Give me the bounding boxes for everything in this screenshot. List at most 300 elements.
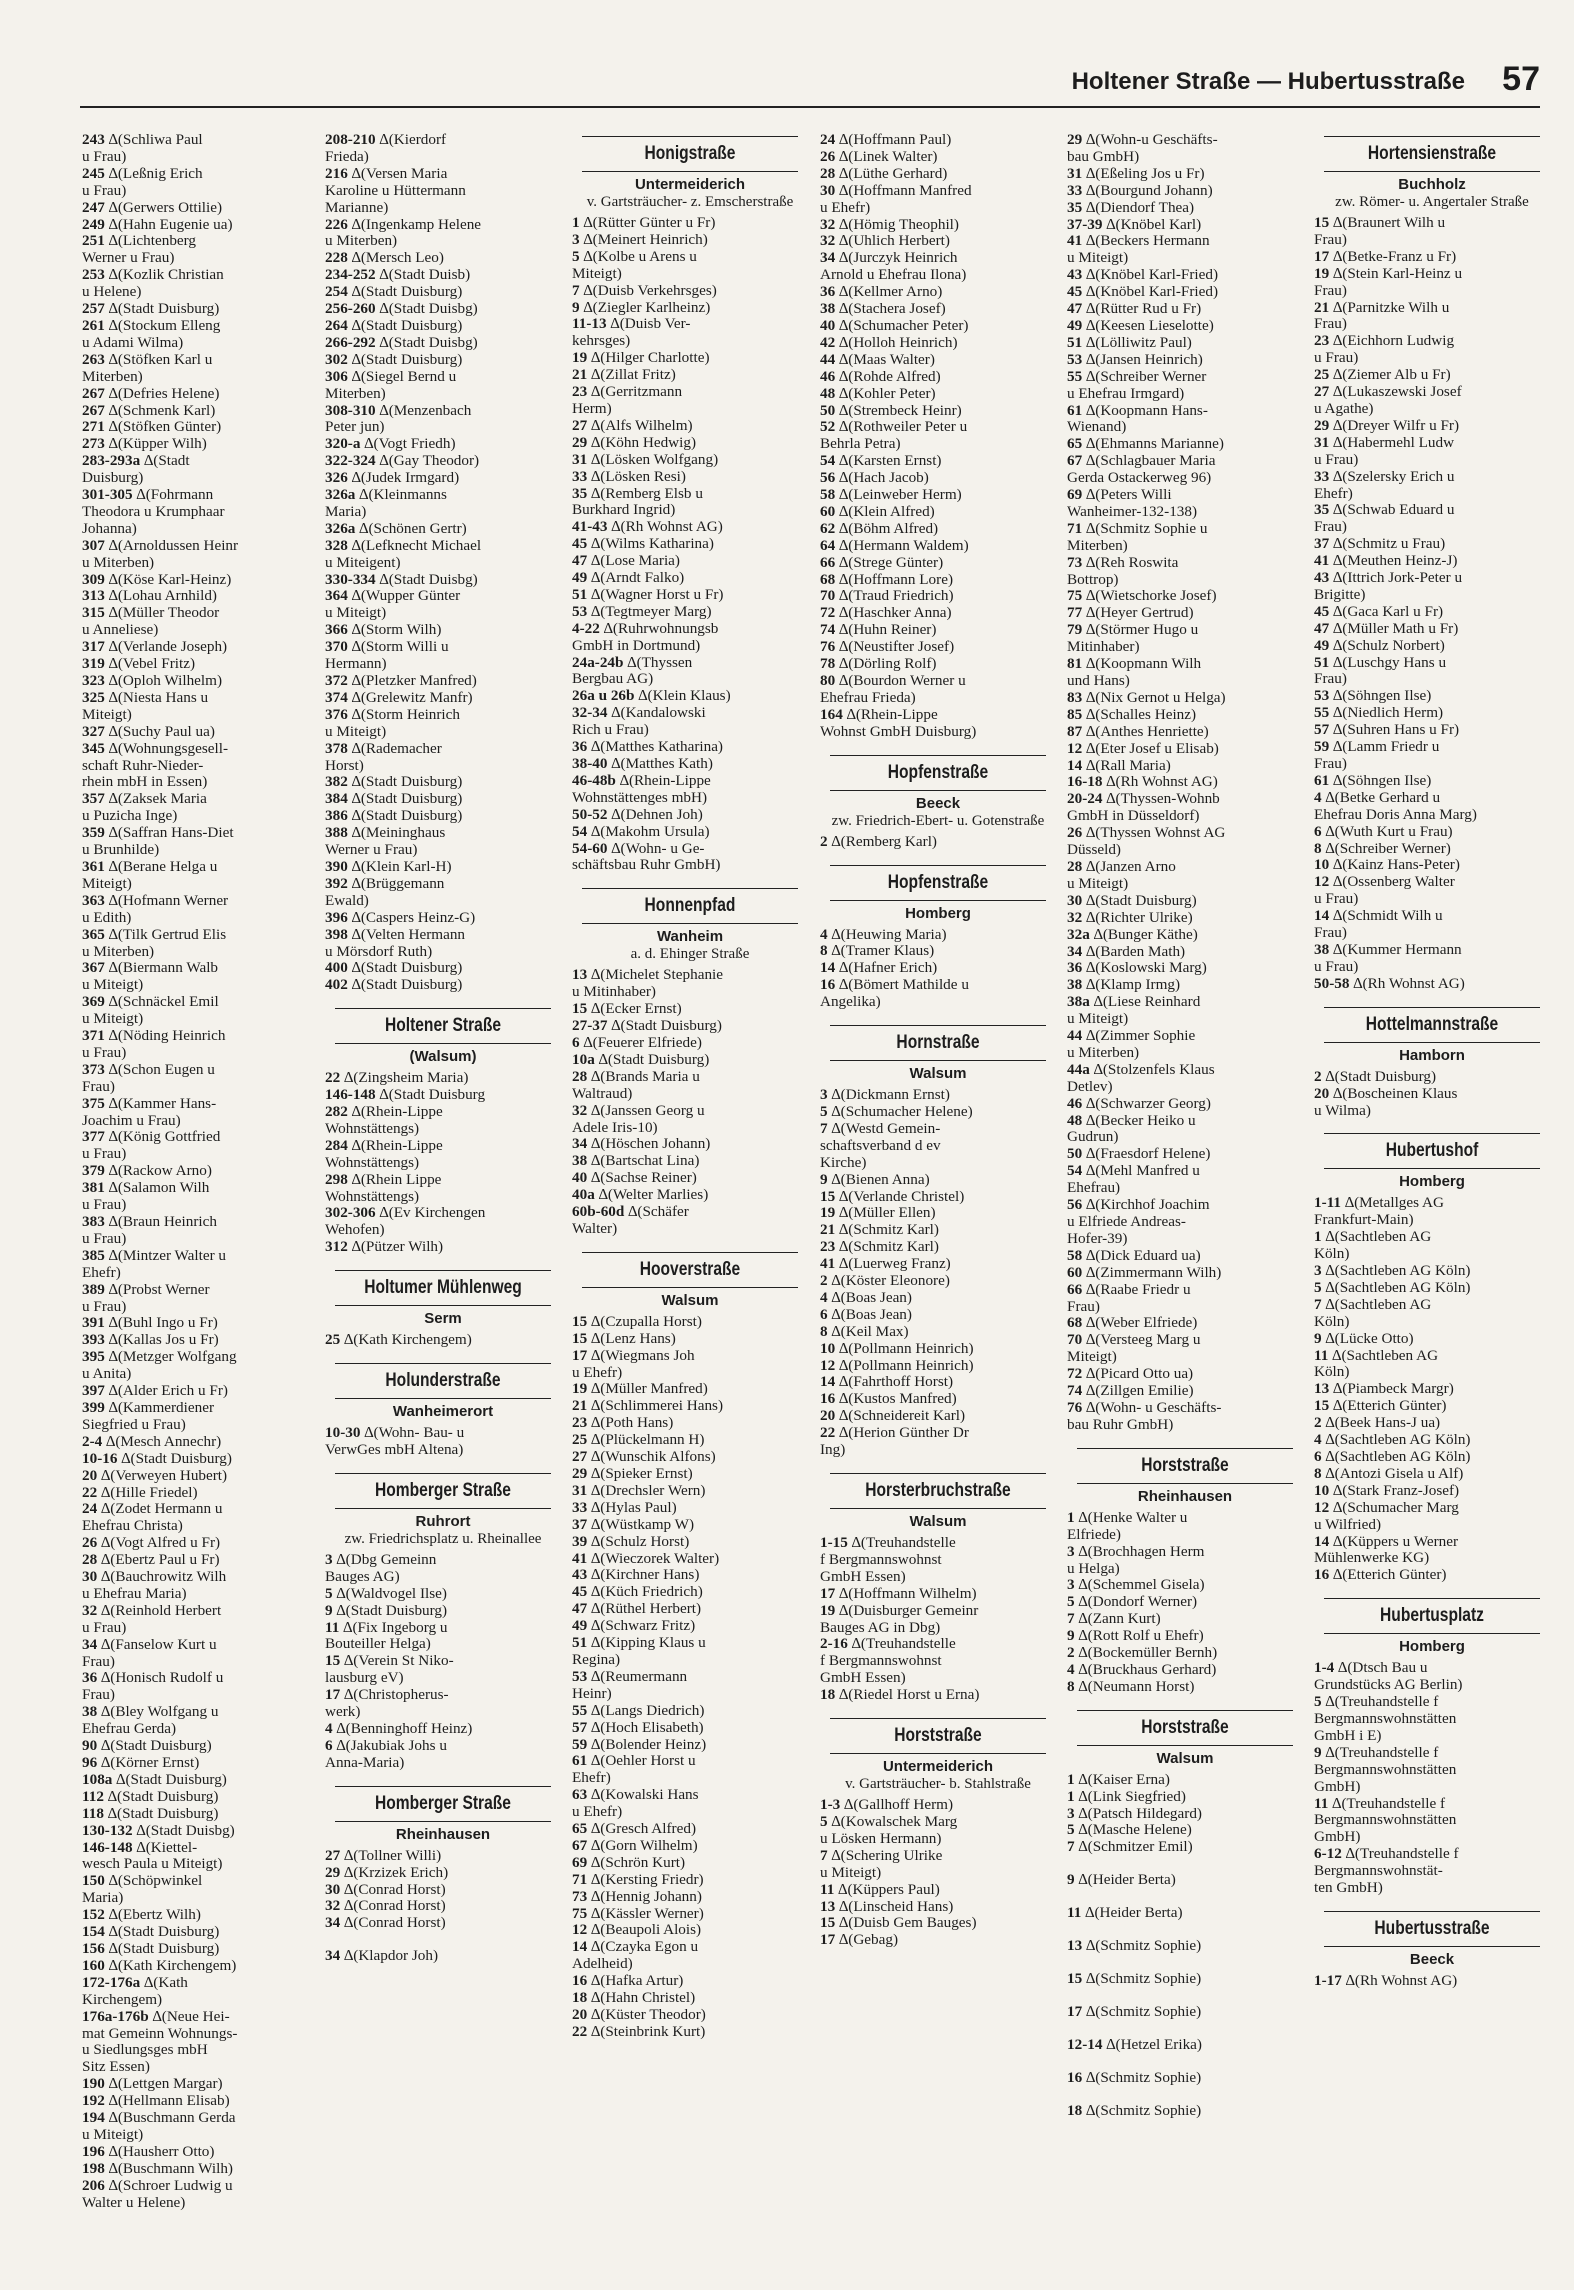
house-number: 385 xyxy=(82,1247,105,1264)
entry-line: u Miteigt) xyxy=(325,723,387,740)
entry-line: Frau) xyxy=(82,1653,115,1670)
house-number: 386 xyxy=(325,808,348,825)
entry-line: 16 ∆(Hafka Artur) xyxy=(572,1973,684,1990)
entry-line: Gerda Ostackerweg 96) xyxy=(1067,470,1212,487)
entry-line: 19 ∆(Müller Ellen) xyxy=(820,1205,936,1222)
street-name: Honigstraße xyxy=(644,143,736,164)
house-number: 73 xyxy=(572,1888,588,1905)
house-number: 43 xyxy=(572,1567,588,1584)
heading-rule xyxy=(830,1508,1046,1509)
house-number: 282 xyxy=(325,1104,348,1121)
entry-line: GmbH) xyxy=(1314,1829,1361,1846)
entry-line: 366 ∆(Storm Wilh) xyxy=(325,622,442,639)
house-number: 60 xyxy=(1067,1264,1083,1281)
house-number: 382 xyxy=(325,774,348,791)
entry-line: 23 ∆(Gerritzmann xyxy=(572,384,683,401)
house-number: 23 xyxy=(572,1415,588,1432)
entry-line: 41 ∆(Meuthen Heinz-J) xyxy=(1314,553,1458,570)
entry-line: 3 ∆(Meinert Heinrich) xyxy=(572,231,708,248)
entry-line: 367 ∆(Biermann Walb xyxy=(82,960,219,977)
district-name: Untermeiderich xyxy=(634,176,746,193)
house-number: 41-43 xyxy=(572,519,608,536)
house-number: 85 xyxy=(1067,706,1083,723)
street-name: Hortensienstraße xyxy=(1367,143,1497,164)
house-number: 62 xyxy=(820,520,836,537)
entry-line: 391 ∆(Buhl Ingo u Fr) xyxy=(82,1315,218,1332)
house-number: 80 xyxy=(820,673,836,689)
entry-line: u Elfriede Andreas- xyxy=(1067,1214,1186,1230)
house-number: 32 xyxy=(1067,909,1083,926)
entry-line: 17 ∆(Betke-Franz u Fr) xyxy=(1314,248,1457,265)
entry-line: 17 ∆(Gebag) xyxy=(820,1932,899,1949)
house-number: 45 xyxy=(572,1584,588,1601)
house-number: 49 xyxy=(572,570,588,587)
heading-rule xyxy=(335,1305,551,1306)
entry-line: Adelheid) xyxy=(572,1956,633,1973)
entry-line: 35 ∆(Schwab Eduard u xyxy=(1314,502,1455,519)
house-number: 38 xyxy=(820,301,836,318)
entry-line: 322-324 ∆(Gay Theodor) xyxy=(325,453,480,470)
entry-line: Frau) xyxy=(1314,756,1347,772)
house-number: 45 xyxy=(1067,284,1083,301)
entry-line: 11-13 ∆(Duisb Ver- xyxy=(572,316,691,333)
entry-line: 61 ∆(Koopmann Hans- xyxy=(1067,402,1208,419)
house-number: 326a xyxy=(325,487,356,504)
house-number: 10-16 xyxy=(82,1450,118,1467)
house-number: 10 xyxy=(1314,1482,1330,1499)
column-6 xyxy=(1314,122,1550,1990)
house-number: 23 xyxy=(1314,333,1330,350)
street-name: Homberger Straße xyxy=(375,1792,511,1814)
house-number: 42 xyxy=(820,334,836,351)
house-number: 7 xyxy=(572,282,580,299)
entry-line: 381 ∆(Salamon Wilh xyxy=(82,1180,210,1197)
house-number: 392 xyxy=(325,875,348,892)
entry-line: u Frau) xyxy=(1314,451,1359,468)
entry-line: 14 ∆(Küppers u Werner xyxy=(1314,1533,1459,1550)
house-number: 33 xyxy=(1314,468,1330,485)
entry-line: 66 ∆(Raabe Friedr u xyxy=(1067,1281,1191,1298)
entry-line: 5 ∆(Kolbe u Arens u xyxy=(572,248,697,265)
house-number: 38 xyxy=(1314,941,1330,958)
entry-line: Herm) xyxy=(572,400,612,417)
entry-line: 25 ∆(Ziemer Alb u Fr) xyxy=(1314,367,1451,384)
entry-line: 33 ∆(Bourgund Johann) xyxy=(1067,182,1213,199)
entry-line: und Hans) xyxy=(1067,673,1130,689)
house-number: 18 xyxy=(1067,2102,1083,2119)
entry-line: Detlev) xyxy=(1067,1078,1113,1095)
entry-line: 150 ∆(Schöpwinkel xyxy=(82,1873,203,1890)
house-number: 12 xyxy=(572,1922,588,1939)
house-number: 65 xyxy=(572,1821,588,1838)
entry-line: u Miteigt) xyxy=(1067,1011,1129,1028)
entry-line: 330-334 ∆(Stadt Duisbg) xyxy=(325,571,478,588)
district-name: Walsum xyxy=(909,1065,967,1083)
entry-line: Bergmannswohnstätten xyxy=(1314,1812,1457,1829)
house-number: 9 xyxy=(1067,1628,1075,1645)
entry-line: 24 ∆(Hoffmann Paul) xyxy=(820,132,952,148)
entry-line: 63 ∆(Kowalski Hans xyxy=(572,1787,699,1804)
entry-line: 2-16 ∆(Treuhandstelle xyxy=(820,1636,956,1653)
entry-line: 27-37 ∆(Stadt Duisburg) xyxy=(572,1018,722,1035)
entry-line: 388 ∆(Meininghaus xyxy=(325,825,446,842)
entry-line: 41 ∆(Beckers Hermann xyxy=(1067,233,1210,250)
entry-line: 24a-24b ∆(Thyssen xyxy=(572,654,693,671)
entry-line: 15 ∆(Lenz Hans) xyxy=(572,1330,676,1347)
entry-line: 32 ∆(Uhlich Herbert) xyxy=(820,233,950,250)
house-number: 20 xyxy=(572,2007,588,2023)
entry-line: 15 ∆(Ecker Ernst) xyxy=(572,1001,682,1018)
entry-line: 8 ∆(Antozi Gisela u Alf) xyxy=(1314,1465,1464,1482)
street-heading xyxy=(1314,1598,1550,1656)
entry-line: 251 ∆(Lichtenberg xyxy=(82,233,197,250)
entry-line: 46-48b ∆(Rhein-Lippe xyxy=(572,772,711,789)
district-name: Ruhrort xyxy=(415,1512,471,1530)
house-number: 326a xyxy=(325,520,356,537)
entry-line: f Bergmannswohnst xyxy=(820,1653,942,1670)
entry-line: 284 ∆(Rhein-Lippe xyxy=(325,1137,443,1154)
house-number: 9 xyxy=(1314,1330,1322,1347)
entry-line: 15 ∆(Duisb Gem Bauges) xyxy=(820,1915,977,1932)
house-number: 28 xyxy=(820,165,836,182)
entry-line: Frau) xyxy=(1314,231,1347,248)
entry-line: 53 ∆(Jansen Heinrich) xyxy=(1067,351,1203,368)
house-number: 373 xyxy=(82,1061,105,1078)
house-number: 2 xyxy=(1067,1645,1075,1662)
house-number: 317 xyxy=(82,639,105,656)
entry-line: 176a-176b ∆(Neue Hei- xyxy=(82,2008,230,2025)
house-number: 323 xyxy=(82,673,105,689)
entry-line: 5 ∆(Schumacher Helene) xyxy=(820,1103,973,1120)
column-5 xyxy=(1067,132,1303,2120)
running-title: Holtener Straße — Hubertusstraße xyxy=(1071,68,1465,95)
house-number: 374 xyxy=(325,689,348,706)
entry-line: Wanheimer-132-138) xyxy=(1067,503,1198,520)
entry-line: 50-58 ∆(Rh Wohnst AG) xyxy=(1314,975,1465,992)
entry-line: 16 ∆(Kustos Manfred) xyxy=(820,1391,957,1408)
house-number: 27 xyxy=(572,1449,588,1466)
street-range: zw. Friedrichsplatz u. Rheinallee xyxy=(344,1530,542,1547)
entry-line: 72 ∆(Haschker Anna) xyxy=(820,605,952,622)
house-number: 4 xyxy=(1067,1661,1075,1678)
house-number: 23 xyxy=(572,384,588,401)
house-number: 45 xyxy=(1314,603,1330,620)
entry-line: u Miteigt) xyxy=(1067,875,1129,892)
entry-line: 264 ∆(Stadt Duisburg) xyxy=(325,317,463,334)
entry-line: bau GmbH) xyxy=(1067,148,1140,165)
entry-line: 33 ∆(Szelersky Erich u xyxy=(1314,468,1455,485)
entry-line: 35 ∆(Remberg Elsb u xyxy=(572,485,703,502)
house-number: 384 xyxy=(325,791,348,808)
entry-line: 72 ∆(Picard Otto ua) xyxy=(1067,1366,1194,1383)
house-number: 12 xyxy=(820,1357,836,1374)
entry-line: 38 ∆(Klamp Irmg) xyxy=(1067,977,1181,994)
entry-line: Frau) xyxy=(1314,316,1347,333)
entry-line: lausburg eV) xyxy=(325,1670,404,1687)
entry-line: 12 ∆(Schumacher Marg xyxy=(1314,1499,1459,1516)
entry-line: Wohnstättengs) xyxy=(325,1154,420,1171)
entry-line: 81 ∆(Koopmann Wilh xyxy=(1067,656,1202,673)
house-number: 28 xyxy=(572,1068,588,1085)
entry-line: 48 ∆(Becker Heiko u xyxy=(1067,1112,1196,1129)
entry-line: 267 ∆(Schmenk Karl) xyxy=(82,402,216,419)
column-2 xyxy=(325,132,561,1965)
entry-line: 7 ∆(Zann Kurt) xyxy=(1067,1611,1161,1628)
spacer xyxy=(1067,1856,1303,1872)
house-number: 1 xyxy=(1067,1788,1075,1805)
house-number: 66 xyxy=(1067,1281,1083,1298)
entry-line: 36 ∆(Honisch Rudolf u xyxy=(82,1670,224,1687)
entry-line: 22 ∆(Steinbrink Kurt) xyxy=(572,2023,706,2040)
entry-line: 9 ∆(Lücke Otto) xyxy=(1314,1330,1414,1347)
entry-line: 206 ∆(Schroer Ludwig u xyxy=(82,2177,233,2194)
house-number: 378 xyxy=(325,740,348,757)
house-number: 76 xyxy=(820,639,836,656)
house-number: 21 xyxy=(1314,299,1330,316)
house-number: 397 xyxy=(82,1383,105,1400)
entry-line: 327 ∆(Suchy Paul ua) xyxy=(82,723,215,740)
entry-line: u Ehefr) xyxy=(572,1364,623,1381)
house-number: 16 xyxy=(1314,1567,1330,1584)
house-number: 156 xyxy=(82,1940,105,1957)
house-number: 53 xyxy=(1067,351,1083,368)
house-number: 46-48b xyxy=(572,772,616,789)
house-number: 74 xyxy=(820,622,836,639)
entry-line: u Frau) xyxy=(1314,891,1359,908)
entry-line: Johanna) xyxy=(82,520,137,537)
house-number: 10 xyxy=(1314,857,1330,874)
entry-line: 38 ∆(Bley Wolfgang u xyxy=(82,1704,219,1721)
entry-line: 1-3 ∆(Gallhoff Herm) xyxy=(820,1797,954,1814)
entry-line: 49 ∆(Arndt Falko) xyxy=(572,570,685,587)
entry-line: 19 ∆(Stein Karl-Heinz u xyxy=(1314,265,1463,282)
entry-line: 6 ∆(Boas Jean) xyxy=(820,1306,912,1323)
entry-line: 96 ∆(Körner Ernst) xyxy=(82,1755,200,1771)
entry-line: Miteigt) xyxy=(82,875,132,892)
entry-line: 8 ∆(Keil Max) xyxy=(820,1323,909,1340)
entry-line: 397 ∆(Alder Erich u Fr) xyxy=(82,1383,228,1400)
entry-line: u Miteigt) xyxy=(1067,250,1129,267)
entry-line: 317 ∆(Verlande Joseph) xyxy=(82,639,228,656)
house-number: 234-252 xyxy=(325,267,376,284)
entry-line: 70 ∆(Versteeg Marg u xyxy=(1067,1332,1201,1349)
entry-line: 37 ∆(Wüstkamp W) xyxy=(572,1516,695,1533)
house-number: 56 xyxy=(820,470,836,487)
heading-rule xyxy=(335,1821,551,1822)
house-number: 96 xyxy=(82,1755,98,1771)
house-number: 12 xyxy=(1067,740,1083,757)
entry-line: Wohnstättengs) xyxy=(325,1188,420,1205)
street-range: zw. Friedrich-Ebert- u. Gotenstraße xyxy=(831,812,1045,829)
entry-line: Brigitte) xyxy=(1314,586,1366,603)
house-number: 77 xyxy=(1067,605,1083,622)
house-number: 284 xyxy=(325,1137,348,1154)
entry-line: Waltraud) xyxy=(572,1085,633,1102)
entry-line: 5 ∆(Sachtleben AG Köln) xyxy=(1314,1279,1471,1296)
house-number: 61 xyxy=(1067,402,1083,419)
entry-line: 325 ∆(Niesta Hans u xyxy=(82,689,209,706)
house-number: 46 xyxy=(1067,1095,1083,1112)
house-number: 71 xyxy=(1067,520,1083,537)
house-number: 6 xyxy=(1314,1449,1322,1465)
house-number: 15 xyxy=(572,1313,588,1330)
entry-line: 60b-60d ∆(Schäfer xyxy=(572,1204,689,1221)
entry-line: 25 ∆(Kath Kirchengem) xyxy=(325,1332,472,1349)
entry-line: GmbH) xyxy=(1314,1778,1361,1795)
house-number: 172-176a xyxy=(82,1974,141,1991)
entry-line: 3 ∆(Schemmel Gisela) xyxy=(1067,1577,1205,1594)
heading-rule xyxy=(1324,1633,1540,1634)
entry-line: 7 ∆(Duisb Verkehrsges) xyxy=(572,282,717,299)
entry-line: Grundstücks AG Berlin) xyxy=(1314,1677,1463,1694)
house-number: 30 xyxy=(820,182,836,199)
entry-line: 3 ∆(Brochhagen Herm xyxy=(1067,1543,1205,1560)
house-number: 26 xyxy=(82,1535,98,1552)
entry-line: 21 ∆(Parnitzke Wilh u xyxy=(1314,299,1450,316)
entry-line: u Brunhilde) xyxy=(82,842,160,859)
entry-line: 41 ∆(Wieczorek Walter) xyxy=(572,1550,720,1567)
entry-line: 39 ∆(Schulz Horst) xyxy=(572,1533,690,1550)
entry-line: Frau) xyxy=(1067,1298,1100,1315)
house-number: 30 xyxy=(82,1569,98,1586)
entry-line: 108a ∆(Stadt Duisburg) xyxy=(82,1771,227,1788)
entry-line: 228 ∆(Mersch Leo) xyxy=(325,250,444,267)
house-number: 41 xyxy=(1314,553,1330,570)
house-number: 400 xyxy=(325,960,348,977)
entry-line: 152 ∆(Ebertz Wilh) xyxy=(82,1907,201,1924)
entry-line: 29 ∆(Dreyer Wilfr u Fr) xyxy=(1314,417,1460,434)
entry-line: 38a ∆(Liese Reinhard xyxy=(1067,994,1201,1011)
entry-line: u Frau) xyxy=(82,182,127,199)
entry-line: 249 ∆(Hahn Eugenie ua) xyxy=(82,216,233,233)
entry-line: u Edith) xyxy=(82,909,132,926)
house-number: 301-305 xyxy=(82,487,133,504)
entry-line: 10 ∆(Stark Franz-Josef) xyxy=(1314,1482,1460,1499)
house-number: 363 xyxy=(82,892,105,909)
house-number: 78 xyxy=(820,656,836,673)
house-number: 9 xyxy=(820,1171,828,1188)
entry-line: 312 ∆(Pützer Wilh) xyxy=(325,1239,444,1256)
entry-line: 45 ∆(Wilms Katharina) xyxy=(572,536,714,553)
entry-line: 328 ∆(Lefknecht Michael xyxy=(325,537,482,554)
entry-line: 14 ∆(Hafner Erich) xyxy=(820,960,938,977)
entry-line: 10-16 ∆(Stadt Duisburg) xyxy=(82,1450,232,1467)
house-number: 371 xyxy=(82,1028,105,1045)
entry-line: 245 ∆(Leßnig Erich xyxy=(82,165,203,182)
entry-line: 2 ∆(Köster Eleonore) xyxy=(820,1273,950,1290)
entry-line: Duisburg) xyxy=(82,470,144,487)
house-number: 36 xyxy=(820,284,836,301)
entry-line: 61 ∆(Söhngen Ilse) xyxy=(1314,772,1432,789)
entry-line: 11 ∆(Fix Ingeborg u xyxy=(325,1619,448,1636)
house-number: 34 xyxy=(325,1915,341,1932)
house-number: 83 xyxy=(1067,689,1083,706)
house-number: 6 xyxy=(820,1306,828,1323)
heading-rule xyxy=(1077,1745,1293,1746)
street-range: a. d. Ehinger Straße xyxy=(630,946,750,963)
district-name: Hamborn xyxy=(1399,1046,1465,1064)
entry-line: 164 ∆(Rhein-Lippe xyxy=(820,706,938,723)
entry-line: u Adami Wilma) xyxy=(82,334,184,351)
street-heading xyxy=(325,1363,561,1421)
house-number: 72 xyxy=(1067,1366,1083,1383)
house-number: 32 xyxy=(820,233,836,250)
street-name: Hopfenstraße xyxy=(887,871,989,893)
house-number: 32 xyxy=(820,216,836,233)
entry-line: 32 ∆(Janssen Georg u xyxy=(572,1102,705,1119)
house-number: 23 xyxy=(820,1239,836,1256)
house-number: 3 xyxy=(1067,1577,1075,1594)
entry-line: 216 ∆(Versen Maria xyxy=(325,165,448,182)
entry-line: Burkhard Ingrid) xyxy=(572,502,676,519)
entry-line: Wohnst GmbH Duisburg) xyxy=(820,723,977,740)
street-heading xyxy=(325,1473,561,1548)
house-number: 21 xyxy=(572,367,588,384)
entry-line: 11 ∆(Sachtleben AG xyxy=(1314,1347,1439,1364)
entry-line: 7 ∆(Schmitzer Emil) xyxy=(1067,1839,1193,1856)
entry-line: 12 ∆(Pollmann Heinrich) xyxy=(820,1357,974,1374)
house-number: 1-3 xyxy=(820,1797,841,1814)
house-number: 14 xyxy=(1314,908,1330,925)
entry-line: Sitz Essen) xyxy=(82,2059,150,2076)
entry-line: 18 ∆(Riedel Horst u Erna) xyxy=(820,1687,980,1704)
entry-line: GmbH Essen) xyxy=(820,1568,906,1585)
entry-line: Frieda) xyxy=(325,148,369,165)
entry-line: 78 ∆(Dörling Rolf) xyxy=(820,656,937,673)
house-number: 55 xyxy=(1067,368,1083,385)
house-number: 32a xyxy=(1067,926,1090,943)
entry-line: Frau) xyxy=(1314,925,1347,942)
house-number: 251 xyxy=(82,233,105,250)
house-number: 43 xyxy=(1314,570,1330,587)
house-number: 19 xyxy=(820,1205,836,1222)
heading-rule xyxy=(582,923,798,924)
house-number: 50 xyxy=(1067,1146,1083,1163)
house-number: 40 xyxy=(820,317,836,334)
house-number: 17 xyxy=(820,1932,836,1949)
heading-rule xyxy=(335,1508,551,1509)
house-number: 27 xyxy=(572,417,588,434)
entry-line: u Frau) xyxy=(1314,350,1359,367)
entry-line: 73 ∆(Hennig Johann) xyxy=(572,1888,702,1905)
house-number: 27-37 xyxy=(572,1018,608,1035)
entry-line: Bouteiller Helga) xyxy=(325,1636,431,1653)
house-number: 12 xyxy=(1314,1499,1330,1516)
entry-line: 31 ∆(Habermehl Ludw xyxy=(1314,434,1455,451)
house-number: 14 xyxy=(1067,757,1083,774)
house-number: 40 xyxy=(572,1170,588,1187)
entry-line: 372 ∆(Pletzker Manfred) xyxy=(325,673,477,689)
entry-line: 3 ∆(Patsch Hildegard) xyxy=(1067,1805,1202,1822)
entry-line: 70 ∆(Traud Friedrich) xyxy=(820,588,954,605)
house-number: 298 xyxy=(325,1171,348,1188)
entry-line: 389 ∆(Probst Werner xyxy=(82,1281,210,1298)
entry-line: 59 ∆(Bolender Heinz) xyxy=(572,1736,707,1753)
entry-line: 266-292 ∆(Stadt Duisbg) xyxy=(325,334,478,351)
house-number: 33 xyxy=(572,468,588,485)
entry-line: 11 ∆(Küppers Paul) xyxy=(820,1881,940,1898)
entry-line: 190 ∆(Lettgen Margar) xyxy=(82,2076,223,2093)
entry-line: Ing) xyxy=(820,1442,846,1459)
house-number: 34 xyxy=(82,1636,98,1653)
entry-line: 326 ∆(Judek Irmgard) xyxy=(325,470,460,487)
house-number: 44a xyxy=(1067,1061,1090,1078)
entry-line: Regina) xyxy=(572,1651,621,1668)
entry-line: u Wilma) xyxy=(1314,1102,1371,1119)
house-number: 15 xyxy=(325,1653,341,1670)
house-number: 14 xyxy=(1314,1533,1330,1550)
house-number: 76 xyxy=(1067,1399,1083,1416)
